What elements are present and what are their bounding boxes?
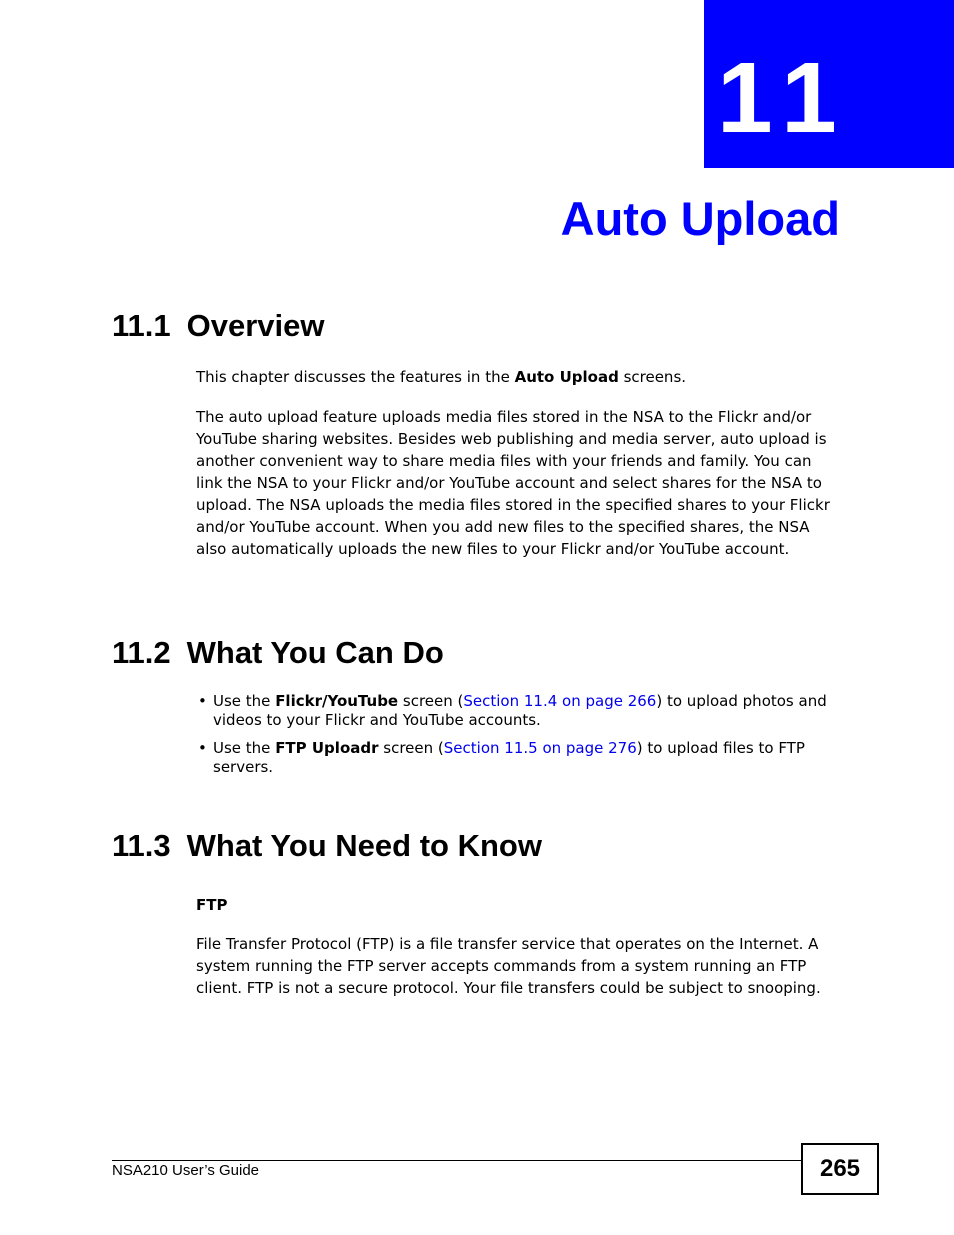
section-number: 11.1 <box>112 308 171 343</box>
bold-term: Flickr/YouTube <box>275 692 399 710</box>
footer-guide-title: NSA210 User’s Guide <box>112 1162 260 1179</box>
text-run: screen ( <box>398 692 464 710</box>
section-number: 11.3 <box>112 828 171 863</box>
text-run: screen ( <box>378 739 444 757</box>
list-item <box>196 692 842 730</box>
text-run: ) to upload photos and videos to your Flickr and YouTube accounts. <box>213 692 827 729</box>
section-title: Overview <box>186 308 325 343</box>
text-run: Use the <box>213 692 276 710</box>
section-link[interactable]: Section 11.5 on page 276 <box>443 739 637 757</box>
section-heading-what-you-can-do <box>112 635 444 671</box>
section-title: What You Need to Know <box>186 828 542 863</box>
list-item <box>196 739 842 777</box>
section-number: 11.2 <box>112 635 171 670</box>
section-heading-what-you-need-to-know <box>112 828 542 864</box>
page-number: 265 <box>819 1155 861 1182</box>
page-number-box <box>801 1143 879 1195</box>
overview-description-paragraph: The auto upload feature uploads media files stored in the NSA to the Flickr and/or YouTube sharing websites. Besides web publishing and media server, auto upload is another convenient way to share media files with your friends and family. You can link the NSA to your Flickr and/or YouTube account and select shares for the NSA to upload. The NSA uploads the media files stored in the specified shares to your Flickr and/or YouTube account. When you add new files to the specified shares, the NSA also automatically uploads the new files to your Flickr and/or YouTube account. <box>196 408 830 558</box>
bold-term: FTP Uploadr <box>275 739 379 757</box>
chapter-title: Auto Upload <box>560 192 840 245</box>
text-run: ) to upload files to FTP servers. <box>213 739 805 776</box>
text-run: This chapter discusses the features in the <box>196 368 515 386</box>
text-run: Use the <box>213 739 276 757</box>
ftp-paragraph: File Transfer Protocol (FTP) is a file transfer service that operates on the Internet. A system running the FTP server accepts commands from a system running an FTP client. FTP is not a secure protocol. Your file transfers could be subject to snooping. <box>196 935 821 997</box>
bold-term: Auto Upload <box>514 368 619 386</box>
section-title: What You Can Do <box>186 635 444 670</box>
can-do-list <box>196 692 842 786</box>
ftp-subheading: FTP <box>196 896 228 914</box>
section-heading-overview <box>112 308 325 344</box>
chapter-number: 11 <box>717 42 851 154</box>
bullet-icon: • <box>198 692 207 710</box>
overview-intro-paragraph <box>196 366 842 388</box>
bullet-icon: • <box>198 739 207 757</box>
text-run: screens. <box>618 368 687 386</box>
section-link[interactable]: Section 11.4 on page 266 <box>463 692 657 710</box>
